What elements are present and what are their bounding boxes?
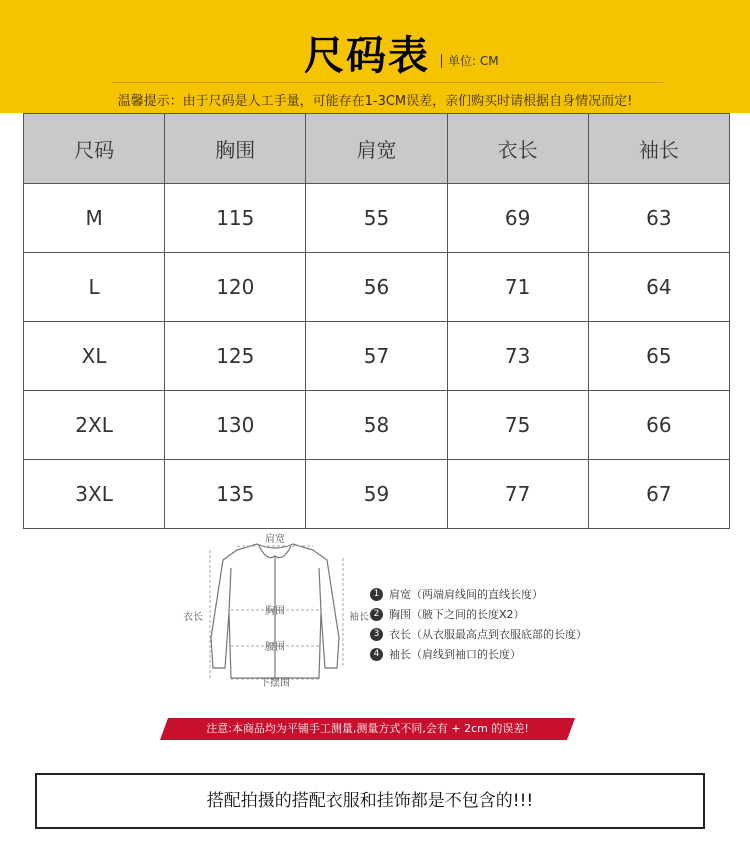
header-cell: 衣长 — [447, 114, 588, 184]
table-cell: 135 — [165, 460, 306, 529]
measurement-note — [160, 718, 575, 740]
header-cell: 袖长 — [588, 114, 729, 184]
table-cell: 77 — [447, 460, 588, 529]
legend-item — [370, 604, 587, 624]
table-cell: M — [24, 184, 165, 253]
table-header-row — [24, 114, 730, 184]
footer-notice: 搭配拍摄的搭配衣服和挂饰都是不包含的!!! — [35, 773, 705, 829]
table-cell: 2XL — [24, 391, 165, 460]
table-cell: 56 — [306, 253, 447, 322]
note-text: 注意:本商品均为平铺手工测量,测量方式不同,会有 + 2cm 的误差! — [206, 722, 529, 735]
diagram-label-hem: 下摆围 — [260, 678, 290, 689]
diagram-label-length: 衣长 — [183, 612, 203, 623]
measurement-legend — [370, 584, 587, 664]
diagram-label-sleeve: 袖长 — [349, 612, 369, 623]
table-cell: 125 — [165, 322, 306, 391]
number-badge-icon: 1 — [370, 588, 383, 601]
table-cell: 73 — [447, 322, 588, 391]
table-cell: 3XL — [24, 460, 165, 529]
legend-item — [370, 644, 587, 664]
table-cell: L — [24, 253, 165, 322]
table-cell: 69 — [447, 184, 588, 253]
table-cell: 66 — [588, 391, 729, 460]
table-row — [24, 460, 730, 529]
legend-text: 衣长（从衣服最高点到衣服底部的长度） — [389, 628, 587, 641]
size-table — [23, 113, 730, 529]
table-cell: 130 — [165, 391, 306, 460]
table-cell: 115 — [165, 184, 306, 253]
page-title: 尺码表 — [304, 33, 430, 79]
table-cell: 75 — [447, 391, 588, 460]
table-cell: 57 — [306, 322, 447, 391]
legend-text: 肩宽（两端肩线间的直线长度） — [389, 588, 543, 601]
shirt-diagram — [175, 528, 375, 690]
warning-text: 温馨提示：由于尺码是人工手量，可能存在1-3CM误差，亲们购买时请根据自身情况而定! — [117, 94, 633, 109]
number-badge-icon: 3 — [370, 628, 383, 641]
table-cell: 64 — [588, 253, 729, 322]
table-cell: 120 — [165, 253, 306, 322]
number-badge-icon: 4 — [370, 648, 383, 661]
header-cell: 肩宽 — [306, 114, 447, 184]
header-banner — [0, 0, 750, 113]
table-cell: 59 — [306, 460, 447, 529]
table-cell: 65 — [588, 322, 729, 391]
table-cell: 67 — [588, 460, 729, 529]
table-row — [24, 391, 730, 460]
unit-label: 单位: CM — [441, 54, 499, 68]
diagram-label-shoulder: 肩宽 — [265, 534, 285, 545]
diagram-label-waist: 腰围 — [265, 642, 285, 653]
number-badge-icon: 2 — [370, 608, 383, 621]
header-divider — [112, 82, 664, 83]
diagram-label-chest: 胸围 — [265, 606, 285, 617]
legend-item — [370, 624, 587, 644]
legend-text: 胸围（腋下之间的长度X2） — [389, 608, 525, 621]
legend-item — [370, 584, 587, 604]
table-cell: 71 — [447, 253, 588, 322]
table-cell: 55 — [306, 184, 447, 253]
table-cell: XL — [24, 322, 165, 391]
header-cell: 胸围 — [165, 114, 306, 184]
table-row — [24, 322, 730, 391]
table-row — [24, 184, 730, 253]
legend-text: 袖长（肩线到袖口的长度） — [389, 648, 521, 661]
header-cell: 尺码 — [24, 114, 165, 184]
table-cell: 58 — [306, 391, 447, 460]
table-row — [24, 253, 730, 322]
table-cell: 63 — [588, 184, 729, 253]
